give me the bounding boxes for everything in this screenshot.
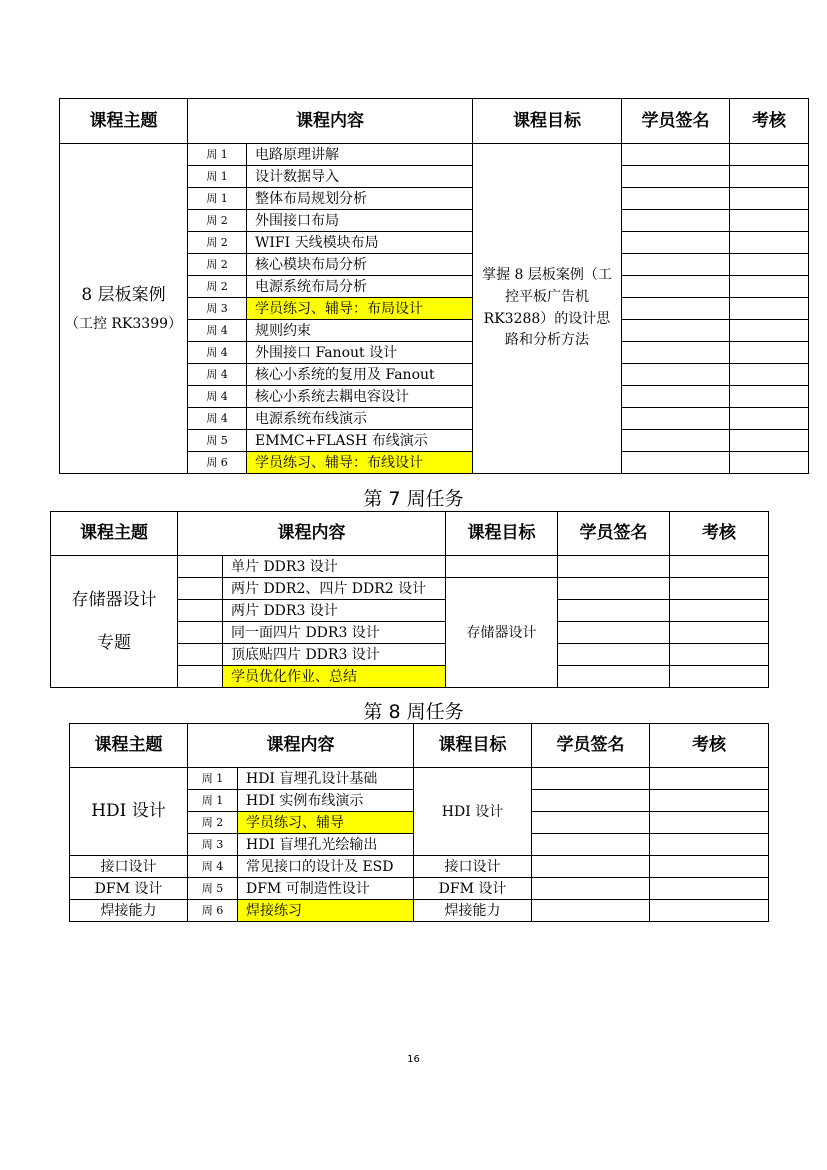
week-cell: 周 5 bbox=[188, 878, 238, 900]
assess-cell[interactable] bbox=[650, 878, 769, 900]
assess-cell[interactable] bbox=[650, 790, 769, 812]
week-cell: 周 3 bbox=[188, 298, 247, 320]
header-content: 课程内容 bbox=[188, 99, 473, 144]
content-cell: 两片 DDR2、四片 DDR2 设计 bbox=[223, 578, 446, 600]
course-goal: 存储器设计 bbox=[446, 578, 558, 688]
content-cell: HDI 盲埋孔光绘输出 bbox=[238, 834, 414, 856]
sign-cell[interactable] bbox=[622, 320, 730, 342]
header-topic: 课程主题 bbox=[70, 724, 188, 768]
course-goal: HDI 设计 bbox=[414, 768, 532, 856]
course-topic: DFM 设计 bbox=[70, 878, 188, 900]
sign-cell[interactable] bbox=[558, 622, 670, 644]
assess-cell[interactable] bbox=[650, 812, 769, 834]
sign-cell[interactable] bbox=[558, 556, 670, 578]
header-sign: 学员签名 bbox=[558, 512, 670, 556]
sign-cell[interactable] bbox=[532, 790, 650, 812]
assess-cell[interactable] bbox=[730, 254, 809, 276]
content-cell: HDI 盲埋孔设计基础 bbox=[238, 768, 414, 790]
header-assess: 考核 bbox=[730, 99, 809, 144]
assess-cell[interactable] bbox=[730, 430, 809, 452]
course-goal-text: 掌握 8 层板案例（工控平板广告机 RK3288）的设计思路和分析方法 bbox=[482, 267, 612, 349]
content-cell: 核心小系统的复用及 Fanout bbox=[247, 364, 473, 386]
content-cell: 顶底贴四片 DDR3 设计 bbox=[223, 644, 446, 666]
course-table-week1-6 bbox=[59, 98, 809, 474]
sign-cell[interactable] bbox=[622, 408, 730, 430]
course-topic: 接口设计 bbox=[70, 856, 188, 878]
sign-cell[interactable] bbox=[622, 232, 730, 254]
assess-cell[interactable] bbox=[730, 364, 809, 386]
content-cell: 常见接口的设计及 ESD bbox=[238, 856, 414, 878]
week-cell bbox=[178, 644, 223, 666]
content-cell: 核心小系统去耦电容设计 bbox=[247, 386, 473, 408]
sign-cell[interactable] bbox=[558, 578, 670, 600]
header-assess: 考核 bbox=[650, 724, 769, 768]
assess-cell[interactable] bbox=[730, 232, 809, 254]
course-goal: DFM 设计 bbox=[414, 878, 532, 900]
header-goal: 课程目标 bbox=[446, 512, 558, 556]
sign-cell[interactable] bbox=[622, 386, 730, 408]
week-cell bbox=[178, 622, 223, 644]
week-cell: 周 5 bbox=[188, 430, 247, 452]
content-cell: 两片 DDR3 设计 bbox=[223, 600, 446, 622]
content-cell: DFM 可制造性设计 bbox=[238, 878, 414, 900]
course-topic-subtitle: （工控 RK3399） bbox=[64, 316, 183, 333]
week-cell: 周 4 bbox=[188, 364, 247, 386]
week-cell: 周 4 bbox=[188, 342, 247, 364]
course-topic-subtitle: 专题 bbox=[97, 632, 131, 653]
sign-cell[interactable] bbox=[622, 298, 730, 320]
week-cell bbox=[178, 600, 223, 622]
header-content: 课程内容 bbox=[178, 512, 446, 556]
header-topic: 课程主题 bbox=[51, 512, 178, 556]
content-cell-highlighted: 学员练习、辅导 bbox=[238, 812, 414, 834]
sign-cell[interactable] bbox=[558, 600, 670, 622]
header-sign: 学员签名 bbox=[532, 724, 650, 768]
assess-cell[interactable] bbox=[730, 386, 809, 408]
section-heading-week7: 第 7 周任务 bbox=[363, 488, 464, 510]
header-sign: 学员签名 bbox=[622, 99, 730, 144]
week-cell: 周 2 bbox=[188, 210, 247, 232]
week-cell: 周 4 bbox=[188, 856, 238, 878]
week-cell: 周 4 bbox=[188, 320, 247, 342]
assess-cell[interactable] bbox=[730, 452, 809, 474]
sign-cell[interactable] bbox=[558, 644, 670, 666]
week-cell: 周 1 bbox=[188, 166, 247, 188]
assess-cell[interactable] bbox=[730, 166, 809, 188]
sign-cell[interactable] bbox=[558, 666, 670, 688]
sign-cell[interactable] bbox=[532, 834, 650, 856]
assess-cell[interactable] bbox=[730, 342, 809, 364]
course-topic bbox=[60, 144, 188, 474]
week-cell: 周 3 bbox=[188, 834, 238, 856]
assess-cell[interactable] bbox=[730, 276, 809, 298]
assess-cell[interactable] bbox=[650, 856, 769, 878]
week-cell: 周 2 bbox=[188, 254, 247, 276]
course-topic: HDI 设计 bbox=[70, 768, 188, 856]
assess-cell[interactable] bbox=[670, 666, 769, 688]
assess-cell[interactable] bbox=[730, 408, 809, 430]
assess-cell[interactable] bbox=[650, 768, 769, 790]
content-cell: 核心模块布局分析 bbox=[247, 254, 473, 276]
sign-cell[interactable] bbox=[622, 276, 730, 298]
content-cell-highlighted: 焊接练习 bbox=[238, 900, 414, 922]
course-topic: 焊接能力 bbox=[70, 900, 188, 922]
assess-cell[interactable] bbox=[730, 320, 809, 342]
content-cell: 规则约束 bbox=[247, 320, 473, 342]
week-cell: 周 2 bbox=[188, 812, 238, 834]
content-cell: 电源系统布线演示 bbox=[247, 408, 473, 430]
content-cell: 电路原理讲解 bbox=[247, 144, 473, 166]
week-cell: 周 1 bbox=[188, 144, 247, 166]
goal-cell bbox=[446, 556, 558, 578]
week-cell: 周 1 bbox=[188, 790, 238, 812]
assess-cell[interactable] bbox=[730, 188, 809, 210]
week-cell: 周 1 bbox=[188, 188, 247, 210]
header-topic: 课程主题 bbox=[60, 99, 188, 144]
assess-cell[interactable] bbox=[670, 622, 769, 644]
course-topic-title: 8 层板案例 bbox=[81, 285, 166, 306]
content-cell: 外围接口布局 bbox=[247, 210, 473, 232]
content-cell: 设计数据导入 bbox=[247, 166, 473, 188]
sign-cell[interactable] bbox=[622, 144, 730, 166]
course-goal bbox=[473, 144, 622, 474]
week-cell bbox=[178, 556, 223, 578]
content-cell: EMMC+FLASH 布线演示 bbox=[247, 430, 473, 452]
content-cell-highlighted: 学员优化作业、总结 bbox=[223, 666, 446, 688]
sign-cell[interactable] bbox=[622, 452, 730, 474]
header-content: 课程内容 bbox=[188, 724, 414, 768]
week-cell bbox=[178, 578, 223, 600]
header-goal: 课程目标 bbox=[414, 724, 532, 768]
content-cell: HDI 实例布线演示 bbox=[238, 790, 414, 812]
assess-cell[interactable] bbox=[670, 600, 769, 622]
week-cell: 周 4 bbox=[188, 408, 247, 430]
assess-cell[interactable] bbox=[730, 210, 809, 232]
sign-cell[interactable] bbox=[532, 856, 650, 878]
sign-cell[interactable] bbox=[532, 900, 650, 922]
sign-cell[interactable] bbox=[532, 768, 650, 790]
sign-cell[interactable] bbox=[622, 210, 730, 232]
sign-cell[interactable] bbox=[622, 364, 730, 386]
content-cell: WIFI 天线模块布局 bbox=[247, 232, 473, 254]
week-cell: 周 6 bbox=[188, 900, 238, 922]
sign-cell[interactable] bbox=[622, 342, 730, 364]
assess-cell[interactable] bbox=[670, 644, 769, 666]
week-cell: 周 2 bbox=[188, 232, 247, 254]
course-table-week7 bbox=[50, 511, 769, 688]
course-goal: 焊接能力 bbox=[414, 900, 532, 922]
assess-cell[interactable] bbox=[730, 144, 809, 166]
content-cell: 外围接口 Fanout 设计 bbox=[247, 342, 473, 364]
week-cell: 周 2 bbox=[188, 276, 247, 298]
week-cell: 周 1 bbox=[188, 768, 238, 790]
week-cell bbox=[178, 666, 223, 688]
week-cell: 周 6 bbox=[188, 452, 247, 474]
course-topic-title: 存储器设计 bbox=[71, 590, 157, 610]
header-assess: 考核 bbox=[670, 512, 769, 556]
assess-cell[interactable] bbox=[650, 834, 769, 856]
course-topic bbox=[51, 556, 178, 688]
course-table-week8 bbox=[69, 723, 769, 922]
assess-cell[interactable] bbox=[650, 900, 769, 922]
assess-cell[interactable] bbox=[670, 578, 769, 600]
sign-cell[interactable] bbox=[532, 878, 650, 900]
header-goal: 课程目标 bbox=[473, 99, 622, 144]
course-goal: 接口设计 bbox=[414, 856, 532, 878]
content-cell-highlighted: 学员练习、辅导：布局设计 bbox=[247, 298, 473, 320]
sign-cell[interactable] bbox=[532, 812, 650, 834]
sign-cell[interactable] bbox=[622, 188, 730, 210]
content-cell: 同一面四片 DDR3 设计 bbox=[223, 622, 446, 644]
section-heading-week8: 第 8 周任务 bbox=[363, 701, 464, 723]
content-cell: 电源系统布局分析 bbox=[247, 276, 473, 298]
sign-cell[interactable] bbox=[622, 254, 730, 276]
week-cell: 周 4 bbox=[188, 386, 247, 408]
sign-cell[interactable] bbox=[622, 430, 730, 452]
page-number: 16 bbox=[407, 1054, 420, 1065]
assess-cell[interactable] bbox=[670, 556, 769, 578]
content-cell-highlighted: 学员练习、辅导：布线设计 bbox=[247, 452, 473, 474]
sign-cell[interactable] bbox=[622, 166, 730, 188]
content-cell: 单片 DDR3 设计 bbox=[223, 556, 446, 578]
content-cell: 整体布局规划分析 bbox=[247, 188, 473, 210]
assess-cell[interactable] bbox=[730, 298, 809, 320]
